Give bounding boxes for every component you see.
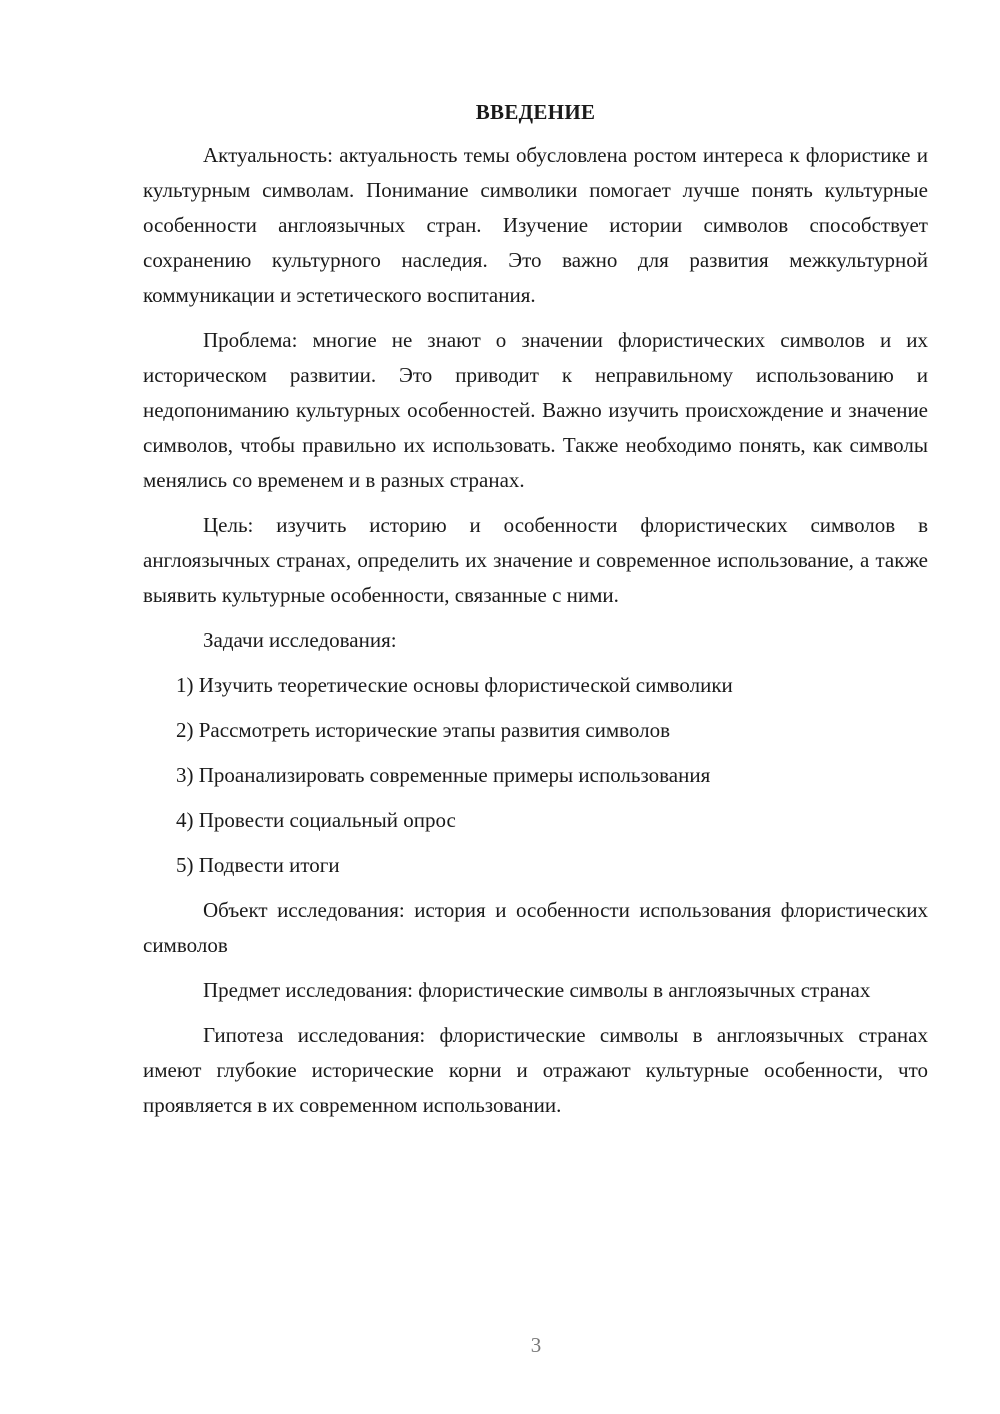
paragraph-problem: Проблема: многие не знают о значении флористических символов и их историческом развитии. Это приводит к неправильному использованию и недопониманию культурных особенностей. Важно изучить происхождение и значение символов, чтобы правильно их использовать. Также необходимо понять, как символы менялись со временем и в разных странах. (143, 328, 928, 492)
paragraph-hypothesis: Гипотеза исследования: флористические символы в англоязычных странах имеют глубокие исторические корни и отражают культурные особенности, что проявляется в их современном использовании. (143, 1023, 928, 1117)
page-number: 3 (530, 1333, 542, 1357)
section-title: ВВЕДЕНИЕ (475, 100, 596, 124)
paragraph-relevance: Актуальность: актуальность темы обусловлена ростом интереса к флористике и культурным символам. Понимание символики помогает лучше понять культурные особенности англоязычных стран. Изучение истории символов способствует сохранению культурного наследия. Это важно для развития межкультурной коммуникации и эстетического воспитания. (143, 143, 928, 307)
page-content (143, 96, 928, 1133)
list-item: 4) Провести социальный опрос (176, 808, 456, 832)
paragraph-subject: Предмет исследования: флористические символы в англоязычных странах (203, 978, 871, 1002)
list-item: 3) Проанализировать современные примеры использования (176, 763, 711, 787)
list-item: 5) Подвести итоги (176, 853, 340, 877)
paragraph-object: Объект исследования: история и особенности использования флористических символов (143, 898, 928, 957)
tasks-heading: Задачи исследования: (203, 628, 397, 652)
paragraph-goal: Цель: изучить историю и особенности флористических символов в англоязычных странах, определить их значение и современное использование, а также выявить культурные особенности, связанные с ними. (143, 513, 928, 607)
tasks-list (143, 668, 928, 883)
list-item: 2) Рассмотреть исторические этапы развития символов (176, 718, 671, 742)
list-item: 1) Изучить теоретические основы флористической символики (176, 673, 733, 697)
